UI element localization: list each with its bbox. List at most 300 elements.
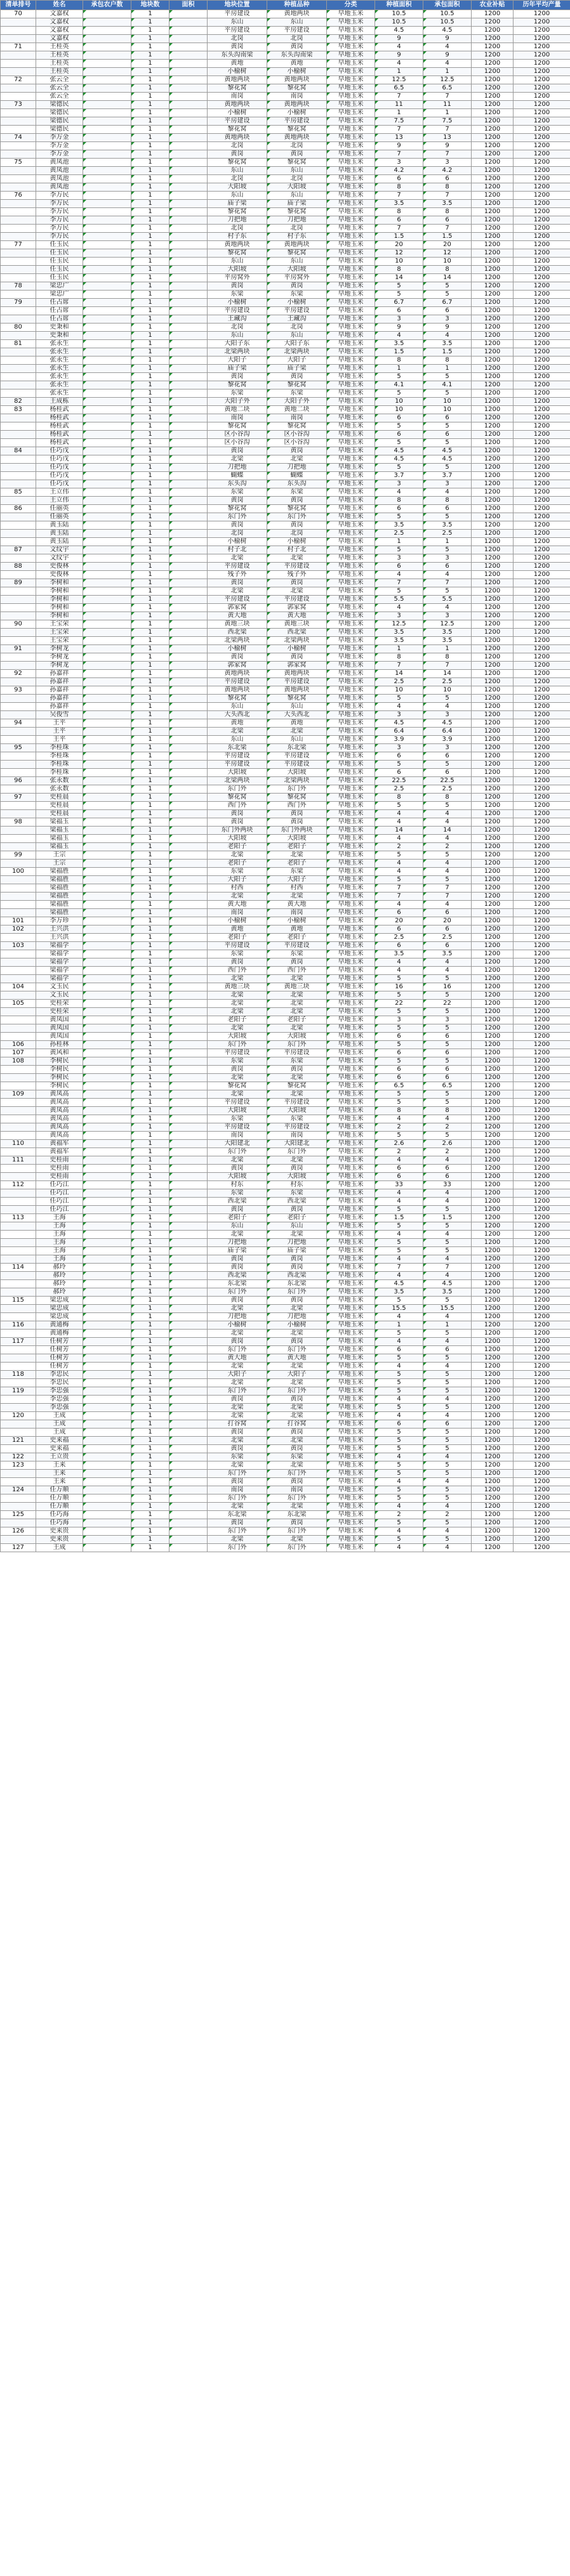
table-cell[interactable]: 北岗 bbox=[267, 35, 327, 43]
table-cell[interactable]: 1 bbox=[131, 274, 169, 282]
table-cell[interactable] bbox=[83, 1305, 131, 1313]
table-cell[interactable]: 早地玉米 bbox=[327, 68, 375, 76]
table-cell[interactable]: 梁忠成 bbox=[36, 1305, 83, 1313]
table-cell[interactable]: 打谷窝 bbox=[208, 1420, 267, 1429]
table-cell[interactable]: 1 bbox=[131, 68, 169, 76]
table-cell[interactable]: 1200 bbox=[472, 521, 514, 530]
table-cell[interactable]: 1200 bbox=[514, 1437, 570, 1445]
table-cell[interactable]: 3.5 bbox=[375, 200, 423, 208]
table-cell[interactable]: 北岗 bbox=[267, 142, 327, 150]
table-cell[interactable]: 东北梁 bbox=[208, 1511, 267, 1519]
table-cell[interactable]: 3 bbox=[423, 1016, 472, 1024]
table-cell[interactable]: 北梁两块 bbox=[208, 348, 267, 356]
table-cell[interactable]: 4 bbox=[375, 868, 423, 876]
column-header[interactable]: 地块位置 bbox=[208, 1, 267, 10]
table-cell[interactable] bbox=[169, 1140, 208, 1148]
table-cell[interactable]: 1200 bbox=[472, 84, 514, 93]
table-cell[interactable] bbox=[169, 439, 208, 447]
table-cell[interactable]: 1200 bbox=[514, 1041, 570, 1049]
table-cell[interactable] bbox=[169, 1148, 208, 1156]
table-cell[interactable]: 黄岗 bbox=[208, 1264, 267, 1272]
table-cell[interactable]: 早地玉米 bbox=[327, 10, 375, 18]
table-cell[interactable]: 早地玉米 bbox=[327, 373, 375, 381]
table-cell[interactable]: 6 bbox=[375, 563, 423, 571]
table-cell[interactable] bbox=[169, 282, 208, 291]
table-cell[interactable]: 1200 bbox=[514, 480, 570, 488]
table-cell[interactable]: 1200 bbox=[514, 1354, 570, 1363]
table-cell[interactable]: 早地玉米 bbox=[327, 851, 375, 860]
table-cell[interactable]: 大头西北 bbox=[267, 711, 327, 719]
table-cell[interactable] bbox=[83, 744, 131, 752]
table-cell[interactable]: 1200 bbox=[472, 348, 514, 356]
table-cell[interactable]: 大阳坡 bbox=[267, 266, 327, 274]
table-cell[interactable] bbox=[83, 703, 131, 711]
table-cell[interactable]: 1200 bbox=[514, 1008, 570, 1016]
table-cell[interactable] bbox=[1, 521, 36, 530]
table-cell[interactable]: 早地玉米 bbox=[327, 1371, 375, 1379]
table-cell[interactable]: 1 bbox=[131, 60, 169, 68]
table-cell[interactable]: 东梁 bbox=[267, 950, 327, 958]
table-cell[interactable] bbox=[169, 406, 208, 414]
table-cell[interactable]: 11 bbox=[423, 101, 472, 109]
table-cell[interactable]: 1200 bbox=[514, 1470, 570, 1478]
table-cell[interactable]: 4 bbox=[423, 860, 472, 868]
table-cell[interactable]: 1200 bbox=[472, 1503, 514, 1511]
table-cell[interactable]: 早地玉米 bbox=[327, 1412, 375, 1420]
table-cell[interactable] bbox=[1, 958, 36, 967]
table-cell[interactable] bbox=[1, 653, 36, 662]
table-cell[interactable]: 早地玉米 bbox=[327, 563, 375, 571]
table-cell[interactable]: 早地玉米 bbox=[327, 1486, 375, 1494]
table-cell[interactable]: 1200 bbox=[472, 777, 514, 785]
table-cell[interactable]: 黄大地 bbox=[208, 901, 267, 909]
table-cell[interactable]: 5 bbox=[375, 1379, 423, 1387]
table-cell[interactable]: 5 bbox=[423, 1247, 472, 1255]
table-cell[interactable]: 郝玲 bbox=[36, 1280, 83, 1288]
table-cell[interactable]: 东北梁 bbox=[208, 744, 267, 752]
table-cell[interactable] bbox=[169, 868, 208, 876]
table-cell[interactable]: 6 bbox=[375, 1049, 423, 1057]
table-cell[interactable]: 早地玉米 bbox=[327, 1527, 375, 1536]
table-cell[interactable] bbox=[169, 1107, 208, 1115]
table-cell[interactable]: 1200 bbox=[472, 505, 514, 513]
table-cell[interactable]: 3.5 bbox=[423, 629, 472, 637]
table-cell[interactable]: 1200 bbox=[514, 769, 570, 777]
table-cell[interactable] bbox=[169, 752, 208, 761]
table-cell[interactable]: 1 bbox=[131, 480, 169, 488]
table-cell[interactable]: 5 bbox=[423, 291, 472, 299]
table-cell[interactable] bbox=[83, 1544, 131, 1552]
table-cell[interactable]: 1 bbox=[131, 596, 169, 604]
table-cell[interactable]: 1 bbox=[131, 150, 169, 159]
table-cell[interactable]: 5 bbox=[375, 389, 423, 398]
table-cell[interactable]: 1 bbox=[131, 530, 169, 538]
table-cell[interactable]: 黄地二块 bbox=[208, 406, 267, 414]
table-cell[interactable] bbox=[169, 876, 208, 884]
table-cell[interactable]: 西门外 bbox=[267, 967, 327, 975]
table-cell[interactable]: 3 bbox=[375, 554, 423, 563]
table-cell[interactable]: 任玉民 bbox=[36, 266, 83, 274]
table-cell[interactable]: 1 bbox=[131, 1140, 169, 1148]
table-cell[interactable]: 平房建设 bbox=[208, 307, 267, 315]
table-cell[interactable]: 西北梁 bbox=[208, 1198, 267, 1206]
table-cell[interactable]: 1 bbox=[375, 109, 423, 117]
table-cell[interactable]: 东门外 bbox=[208, 513, 267, 521]
table-cell[interactable]: 王海 bbox=[36, 1231, 83, 1239]
table-cell[interactable]: 梁福学 bbox=[36, 942, 83, 950]
table-cell[interactable]: 黄岗 bbox=[267, 282, 327, 291]
table-cell[interactable]: 125 bbox=[1, 1511, 36, 1519]
table-cell[interactable] bbox=[83, 1527, 131, 1536]
table-cell[interactable]: 平房建设 bbox=[208, 1049, 267, 1057]
table-cell[interactable]: 6 bbox=[375, 1033, 423, 1041]
table-cell[interactable]: 大阳子东 bbox=[267, 340, 327, 348]
table-cell[interactable]: 1200 bbox=[472, 958, 514, 967]
table-cell[interactable]: 梁德民 bbox=[36, 101, 83, 109]
table-cell[interactable]: 1 bbox=[131, 620, 169, 629]
table-cell[interactable]: 黄凤高 bbox=[36, 1115, 83, 1123]
table-cell[interactable] bbox=[169, 1330, 208, 1338]
table-cell[interactable]: 1200 bbox=[472, 455, 514, 464]
table-cell[interactable] bbox=[1, 736, 36, 744]
table-cell[interactable] bbox=[83, 365, 131, 373]
table-cell[interactable]: 5 bbox=[423, 1486, 472, 1494]
table-cell[interactable] bbox=[1, 150, 36, 159]
table-cell[interactable]: 4 bbox=[423, 1313, 472, 1321]
table-cell[interactable] bbox=[169, 93, 208, 101]
table-cell[interactable]: 东山 bbox=[208, 18, 267, 27]
table-cell[interactable]: 1 bbox=[131, 1189, 169, 1198]
table-cell[interactable]: 1 bbox=[131, 1461, 169, 1470]
table-cell[interactable]: 7 bbox=[423, 579, 472, 587]
table-cell[interactable]: 1200 bbox=[472, 27, 514, 35]
table-cell[interactable]: 北梁 bbox=[267, 1074, 327, 1082]
table-cell[interactable]: 大阳子 bbox=[208, 356, 267, 365]
table-cell[interactable]: 1 bbox=[131, 348, 169, 356]
table-cell[interactable]: 5 bbox=[423, 513, 472, 521]
table-cell[interactable]: 东山 bbox=[267, 258, 327, 266]
table-cell[interactable]: 5.5 bbox=[375, 596, 423, 604]
table-cell[interactable]: 1 bbox=[131, 1494, 169, 1503]
table-cell[interactable]: 1200 bbox=[472, 51, 514, 60]
table-cell[interactable] bbox=[1, 109, 36, 117]
table-cell[interactable]: 早地玉米 bbox=[327, 1478, 375, 1486]
table-cell[interactable]: 1200 bbox=[514, 1057, 570, 1066]
table-cell[interactable]: 33 bbox=[375, 1181, 423, 1189]
table-cell[interactable]: 王成 bbox=[36, 1420, 83, 1429]
table-cell[interactable] bbox=[1, 35, 36, 43]
table-cell[interactable]: 黎花窝 bbox=[208, 84, 267, 93]
table-cell[interactable]: 平房建设 bbox=[208, 117, 267, 126]
table-cell[interactable] bbox=[169, 1445, 208, 1453]
table-cell[interactable] bbox=[83, 925, 131, 934]
table-cell[interactable]: 北梁 bbox=[267, 851, 327, 860]
table-cell[interactable] bbox=[83, 1008, 131, 1016]
table-cell[interactable]: 黄福军 bbox=[36, 1148, 83, 1156]
table-cell[interactable]: 大阳子外 bbox=[208, 398, 267, 406]
table-cell[interactable]: 4 bbox=[375, 1527, 423, 1536]
table-cell[interactable]: 7 bbox=[375, 225, 423, 233]
table-cell[interactable]: 王宗 bbox=[36, 860, 83, 868]
table-cell[interactable] bbox=[169, 480, 208, 488]
table-cell[interactable]: 1 bbox=[131, 505, 169, 513]
table-cell[interactable]: 早地玉米 bbox=[327, 1099, 375, 1107]
table-cell[interactable]: 1 bbox=[131, 934, 169, 942]
table-cell[interactable] bbox=[83, 299, 131, 307]
table-cell[interactable] bbox=[169, 1544, 208, 1552]
table-cell[interactable]: 1200 bbox=[514, 950, 570, 958]
table-cell[interactable]: 1200 bbox=[472, 629, 514, 637]
table-cell[interactable]: 孙嘉祥 bbox=[36, 678, 83, 686]
table-cell[interactable]: 1200 bbox=[514, 1107, 570, 1115]
column-header[interactable]: 承包面积 bbox=[423, 1, 472, 10]
table-cell[interactable]: 2.5 bbox=[423, 934, 472, 942]
table-cell[interactable]: 2 bbox=[375, 1148, 423, 1156]
table-cell[interactable] bbox=[169, 1519, 208, 1527]
table-cell[interactable] bbox=[83, 1363, 131, 1371]
table-cell[interactable]: 黎花窝 bbox=[208, 381, 267, 389]
table-cell[interactable] bbox=[169, 736, 208, 744]
table-cell[interactable]: 3.5 bbox=[375, 1288, 423, 1297]
table-cell[interactable]: 1200 bbox=[472, 925, 514, 934]
table-cell[interactable]: 3 bbox=[423, 315, 472, 324]
table-cell[interactable]: 东梁 bbox=[208, 868, 267, 876]
table-cell[interactable]: 1200 bbox=[472, 1379, 514, 1387]
table-cell[interactable]: 1200 bbox=[514, 60, 570, 68]
table-cell[interactable]: 8 bbox=[375, 266, 423, 274]
table-cell[interactable]: 南岗 bbox=[267, 93, 327, 101]
table-cell[interactable] bbox=[169, 447, 208, 455]
table-cell[interactable]: 早地玉米 bbox=[327, 876, 375, 884]
table-cell[interactable]: 1200 bbox=[514, 1156, 570, 1165]
table-cell[interactable]: 1200 bbox=[472, 1165, 514, 1173]
table-cell[interactable]: 20 bbox=[423, 241, 472, 249]
table-cell[interactable]: 黎花窝 bbox=[267, 126, 327, 134]
table-cell[interactable] bbox=[169, 1288, 208, 1297]
table-cell[interactable]: 1 bbox=[131, 381, 169, 389]
table-cell[interactable]: 早地玉米 bbox=[327, 192, 375, 200]
table-cell[interactable]: 刀把地 bbox=[267, 216, 327, 225]
table-cell[interactable] bbox=[169, 884, 208, 892]
table-cell[interactable] bbox=[1, 1363, 36, 1371]
table-cell[interactable] bbox=[83, 266, 131, 274]
table-cell[interactable]: 早地玉米 bbox=[327, 843, 375, 851]
table-cell[interactable]: 1 bbox=[131, 1173, 169, 1181]
table-cell[interactable]: 7 bbox=[423, 892, 472, 901]
table-cell[interactable]: 1200 bbox=[472, 1536, 514, 1544]
table-cell[interactable]: 早地玉米 bbox=[327, 769, 375, 777]
table-cell[interactable]: 王来 bbox=[36, 1470, 83, 1478]
table-cell[interactable]: 1200 bbox=[514, 851, 570, 860]
table-cell[interactable]: 1200 bbox=[472, 1453, 514, 1461]
table-cell[interactable] bbox=[83, 596, 131, 604]
table-cell[interactable]: 4.1 bbox=[375, 381, 423, 389]
table-cell[interactable]: 1200 bbox=[472, 1272, 514, 1280]
table-cell[interactable] bbox=[169, 455, 208, 464]
table-cell[interactable] bbox=[169, 68, 208, 76]
table-cell[interactable] bbox=[83, 1313, 131, 1321]
table-cell[interactable]: 1200 bbox=[472, 901, 514, 909]
table-cell[interactable] bbox=[169, 109, 208, 117]
table-cell[interactable]: 1 bbox=[131, 909, 169, 917]
table-cell[interactable]: 5 bbox=[423, 802, 472, 810]
table-cell[interactable]: 1 bbox=[131, 35, 169, 43]
table-cell[interactable]: 105 bbox=[1, 1000, 36, 1008]
table-cell[interactable]: 4 bbox=[423, 1272, 472, 1280]
table-cell[interactable]: 7.5 bbox=[375, 117, 423, 126]
table-cell[interactable]: 1200 bbox=[472, 1470, 514, 1478]
table-cell[interactable]: 1200 bbox=[514, 620, 570, 629]
table-cell[interactable]: 1200 bbox=[472, 1090, 514, 1099]
table-cell[interactable] bbox=[83, 802, 131, 810]
table-cell[interactable]: 北岗 bbox=[208, 324, 267, 332]
table-cell[interactable]: 打谷窝 bbox=[267, 1420, 327, 1429]
table-cell[interactable]: 4 bbox=[375, 43, 423, 51]
table-cell[interactable]: 王宝荣 bbox=[36, 637, 83, 645]
table-cell[interactable]: 东山 bbox=[267, 18, 327, 27]
table-cell[interactable]: 1200 bbox=[472, 1132, 514, 1140]
table-cell[interactable]: 1 bbox=[131, 1527, 169, 1536]
table-cell[interactable]: 1200 bbox=[472, 1057, 514, 1066]
table-cell[interactable]: 早地玉米 bbox=[327, 356, 375, 365]
table-cell[interactable]: 1200 bbox=[472, 802, 514, 810]
table-cell[interactable]: 6 bbox=[375, 1066, 423, 1074]
table-cell[interactable]: 1 bbox=[131, 1478, 169, 1486]
table-cell[interactable]: 1200 bbox=[472, 1082, 514, 1090]
table-cell[interactable] bbox=[83, 975, 131, 983]
table-cell[interactable]: 早地玉米 bbox=[327, 1338, 375, 1346]
table-cell[interactable]: 李万珍 bbox=[36, 917, 83, 925]
table-cell[interactable]: 黄岗 bbox=[208, 1396, 267, 1404]
table-cell[interactable]: 大阳坡 bbox=[208, 183, 267, 192]
table-cell[interactable] bbox=[83, 901, 131, 909]
table-cell[interactable]: 史桂荣 bbox=[36, 1000, 83, 1008]
table-cell[interactable]: 1200 bbox=[514, 274, 570, 282]
table-cell[interactable]: 1200 bbox=[514, 10, 570, 18]
table-cell[interactable]: 黄岗 bbox=[208, 521, 267, 530]
table-cell[interactable] bbox=[169, 794, 208, 802]
table-cell[interactable]: 1200 bbox=[514, 183, 570, 192]
table-cell[interactable]: 1200 bbox=[472, 35, 514, 43]
table-cell[interactable]: 庙子梁 bbox=[267, 1247, 327, 1255]
table-cell[interactable]: 早地玉米 bbox=[327, 299, 375, 307]
table-cell[interactable] bbox=[169, 10, 208, 18]
table-cell[interactable]: 小榆树 bbox=[208, 299, 267, 307]
table-cell[interactable]: 小榆树 bbox=[208, 68, 267, 76]
table-cell[interactable]: 12.5 bbox=[375, 76, 423, 84]
table-cell[interactable]: 1 bbox=[131, 43, 169, 51]
table-cell[interactable]: 2 bbox=[423, 843, 472, 851]
table-cell[interactable]: 文嘉权 bbox=[36, 27, 83, 35]
table-cell[interactable] bbox=[169, 1363, 208, 1371]
table-cell[interactable] bbox=[1, 752, 36, 761]
table-cell[interactable]: 1200 bbox=[472, 332, 514, 340]
table-cell[interactable]: 北梁 bbox=[267, 455, 327, 464]
table-cell[interactable]: 黄福军 bbox=[36, 1140, 83, 1148]
table-cell[interactable]: 早地玉米 bbox=[327, 695, 375, 703]
table-cell[interactable] bbox=[83, 1107, 131, 1115]
table-cell[interactable]: 东门外 bbox=[208, 1387, 267, 1396]
table-cell[interactable] bbox=[169, 216, 208, 225]
table-cell[interactable] bbox=[1, 373, 36, 381]
table-cell[interactable]: 黄岗 bbox=[208, 43, 267, 51]
table-cell[interactable]: 9 bbox=[423, 324, 472, 332]
table-cell[interactable]: 1 bbox=[131, 291, 169, 299]
table-cell[interactable]: 1 bbox=[423, 1321, 472, 1330]
table-cell[interactable]: 黄凤池 bbox=[36, 159, 83, 167]
table-cell[interactable] bbox=[83, 892, 131, 901]
table-cell[interactable]: 1200 bbox=[472, 983, 514, 991]
table-cell[interactable]: 黄地两块 bbox=[208, 76, 267, 84]
table-cell[interactable]: 5 bbox=[375, 1519, 423, 1527]
table-cell[interactable]: 90 bbox=[1, 620, 36, 629]
table-cell[interactable]: 73 bbox=[1, 101, 36, 109]
table-cell[interactable] bbox=[83, 1264, 131, 1272]
table-cell[interactable] bbox=[169, 917, 208, 925]
table-cell[interactable]: 早地玉米 bbox=[327, 521, 375, 530]
table-cell[interactable]: 1200 bbox=[514, 225, 570, 233]
table-cell[interactable]: 10.5 bbox=[423, 18, 472, 27]
column-header[interactable]: 种植面积 bbox=[375, 1, 423, 10]
table-cell[interactable] bbox=[1, 703, 36, 711]
table-cell[interactable]: 早地玉米 bbox=[327, 1239, 375, 1247]
table-cell[interactable]: 1200 bbox=[514, 1486, 570, 1494]
table-cell[interactable]: 1200 bbox=[472, 637, 514, 645]
table-cell[interactable] bbox=[83, 843, 131, 851]
table-cell[interactable] bbox=[1, 909, 36, 917]
table-cell[interactable]: 1200 bbox=[514, 612, 570, 620]
table-cell[interactable]: 5 bbox=[375, 1461, 423, 1470]
table-cell[interactable]: 5 bbox=[375, 802, 423, 810]
table-cell[interactable]: 北梁 bbox=[208, 892, 267, 901]
table-cell[interactable] bbox=[169, 1074, 208, 1082]
table-cell[interactable]: 5 bbox=[423, 1445, 472, 1453]
table-cell[interactable]: 12.5 bbox=[375, 620, 423, 629]
table-cell[interactable]: 小榆树 bbox=[208, 538, 267, 546]
table-cell[interactable]: 任巧海 bbox=[36, 1519, 83, 1527]
table-cell[interactable]: 89 bbox=[1, 579, 36, 587]
table-cell[interactable]: 5 bbox=[423, 851, 472, 860]
table-cell[interactable]: 4 bbox=[423, 60, 472, 68]
table-cell[interactable]: 1 bbox=[131, 653, 169, 662]
table-cell[interactable]: 1200 bbox=[514, 1082, 570, 1090]
table-cell[interactable]: 大阳子 bbox=[267, 1371, 327, 1379]
table-cell[interactable]: 1 bbox=[131, 942, 169, 950]
table-cell[interactable]: 庙子梁 bbox=[267, 365, 327, 373]
table-cell[interactable] bbox=[1, 802, 36, 810]
table-cell[interactable] bbox=[1, 365, 36, 373]
table-cell[interactable]: 6 bbox=[375, 505, 423, 513]
table-cell[interactable]: 黄地 bbox=[208, 60, 267, 68]
table-cell[interactable]: 北梁 bbox=[208, 991, 267, 1000]
table-cell[interactable]: 早地玉米 bbox=[327, 917, 375, 925]
table-cell[interactable]: 早地玉米 bbox=[327, 1049, 375, 1057]
table-cell[interactable]: 8 bbox=[423, 794, 472, 802]
table-cell[interactable]: 5 bbox=[423, 1206, 472, 1214]
table-cell[interactable]: 1200 bbox=[472, 299, 514, 307]
table-cell[interactable]: 早地玉米 bbox=[327, 620, 375, 629]
table-cell[interactable]: 1 bbox=[131, 1305, 169, 1313]
table-cell[interactable]: 4 bbox=[423, 818, 472, 827]
table-cell[interactable]: 1200 bbox=[472, 159, 514, 167]
table-cell[interactable]: 1200 bbox=[472, 117, 514, 126]
table-cell[interactable]: 李桂珠 bbox=[36, 752, 83, 761]
table-cell[interactable] bbox=[83, 1412, 131, 1420]
table-cell[interactable]: 1200 bbox=[514, 744, 570, 752]
table-cell[interactable] bbox=[83, 1140, 131, 1148]
table-cell[interactable]: 1200 bbox=[472, 752, 514, 761]
table-cell[interactable]: 早地玉米 bbox=[327, 579, 375, 587]
